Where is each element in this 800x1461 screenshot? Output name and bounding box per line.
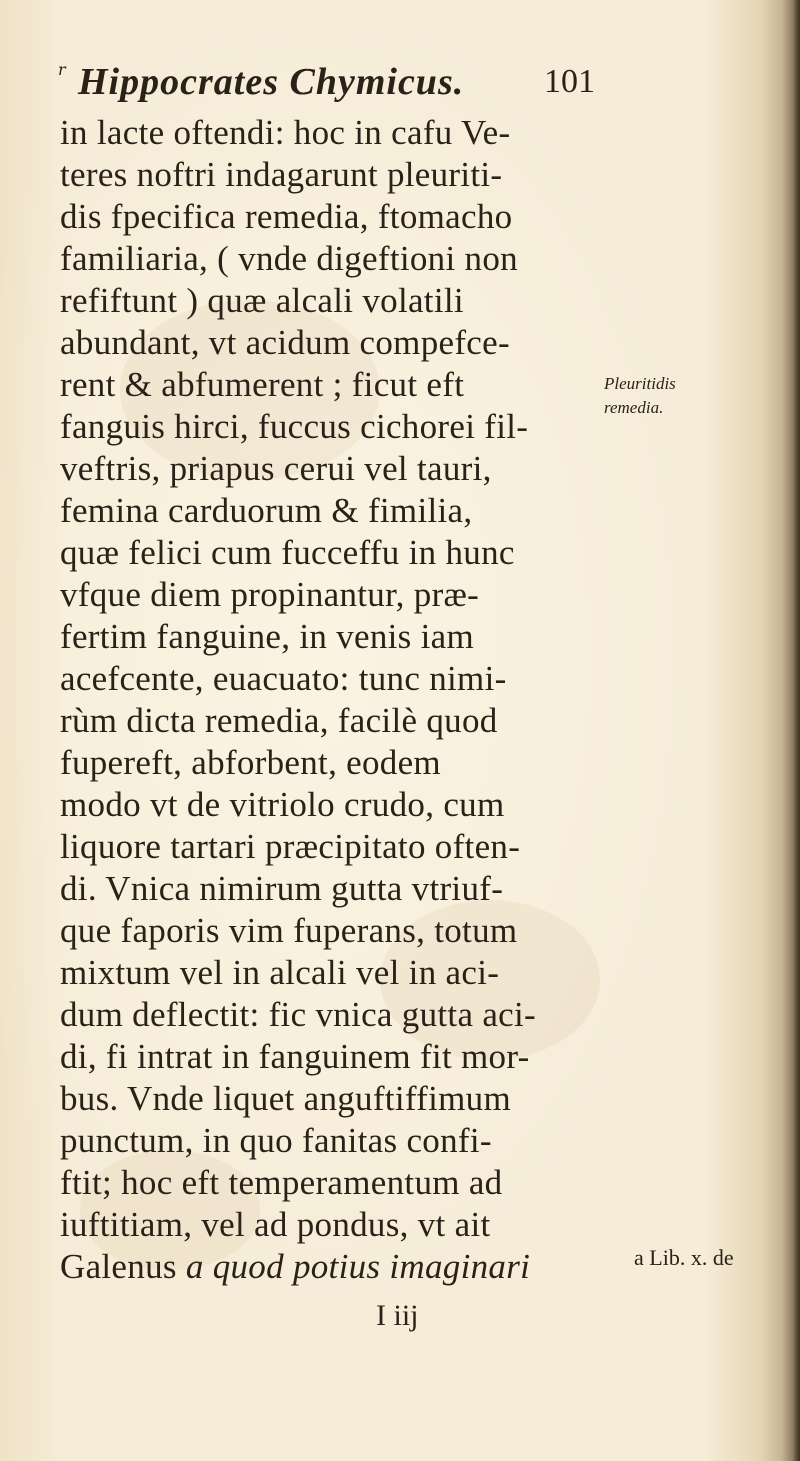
text-line: mixtum vel in alcali vel in aci- (60, 953, 500, 992)
text-line: di. Vnica nimirum gutta vtriuf- (60, 869, 504, 908)
last-text-line (60, 1246, 580, 1288)
text-line: in lacte oftendi: hoc in cafu Ve- (60, 113, 511, 152)
page-header (58, 58, 598, 110)
text-line: punctum, in quo fanitas confi- (60, 1121, 492, 1160)
text-line: rùm dicta remedia, facilè quod (60, 701, 498, 740)
body-text (60, 112, 580, 1288)
text-line: quæ felici cum fucceffu in hunc (60, 533, 515, 572)
text-line: rent & abfumerent ; ficut eft (60, 365, 465, 404)
page-number: 101 (544, 63, 595, 100)
text-line: di, fi intrat in fanguinem fit mor- (60, 1037, 530, 1076)
text-line: que faporis vim fuperans, totum (60, 911, 518, 950)
text-line: dum deflectit: fic vnica gutta aci- (60, 995, 536, 1034)
last-line-italic: a quod potius imaginari (185, 1247, 531, 1286)
text-line: fertim fanguine, in venis iam (60, 617, 475, 656)
text-line: ftit; hoc eft temperamentum ad (60, 1163, 503, 1202)
text-line: fupereft, abforbent, eodem (60, 743, 441, 782)
text-line: abundant, vt acidum compefce- (60, 323, 510, 362)
text-line: familiaria, ( vnde digeftioni non (60, 239, 518, 278)
text-line: veftris, priapus cerui vel tauri, (60, 449, 492, 488)
text-line: liquore tartari præcipitato often- (60, 827, 521, 866)
text-line: fanguis hirci, fuccus cichorei fil- (60, 407, 529, 446)
marginal-note-line: remedia. (604, 398, 664, 417)
marginal-note (604, 372, 676, 420)
text-line: bus. Vnde liquet anguftiffimum (60, 1079, 511, 1118)
last-line-roman: Galenus (60, 1247, 177, 1286)
header-mark: r (58, 60, 66, 79)
marginal-note-line: Pleuritidis (604, 374, 676, 393)
text-line: teres noftri indagarunt pleuriti- (60, 155, 503, 194)
text-line: iuftitiam, vel ad pondus, vt ait (60, 1205, 491, 1244)
text-line: refiftunt ) quæ alcali volatili (60, 281, 464, 320)
text-line: modo vt de vitriolo crudo, cum (60, 785, 505, 824)
text-line: vfque diem propinantur, præ- (60, 575, 480, 614)
text-line: dis fpecifica remedia, ftomacho (60, 197, 513, 236)
text-line: femina carduorum & fimilia, (60, 491, 473, 530)
running-title: Hippocrates Chymicus. (78, 61, 465, 103)
side-reference: a Lib. x. de (634, 1245, 734, 1270)
signature-mark: I iij (376, 1299, 419, 1332)
text-line: acefcente, euacuato: tunc nimi- (60, 659, 507, 698)
page-edge-shadow (782, 0, 800, 1461)
